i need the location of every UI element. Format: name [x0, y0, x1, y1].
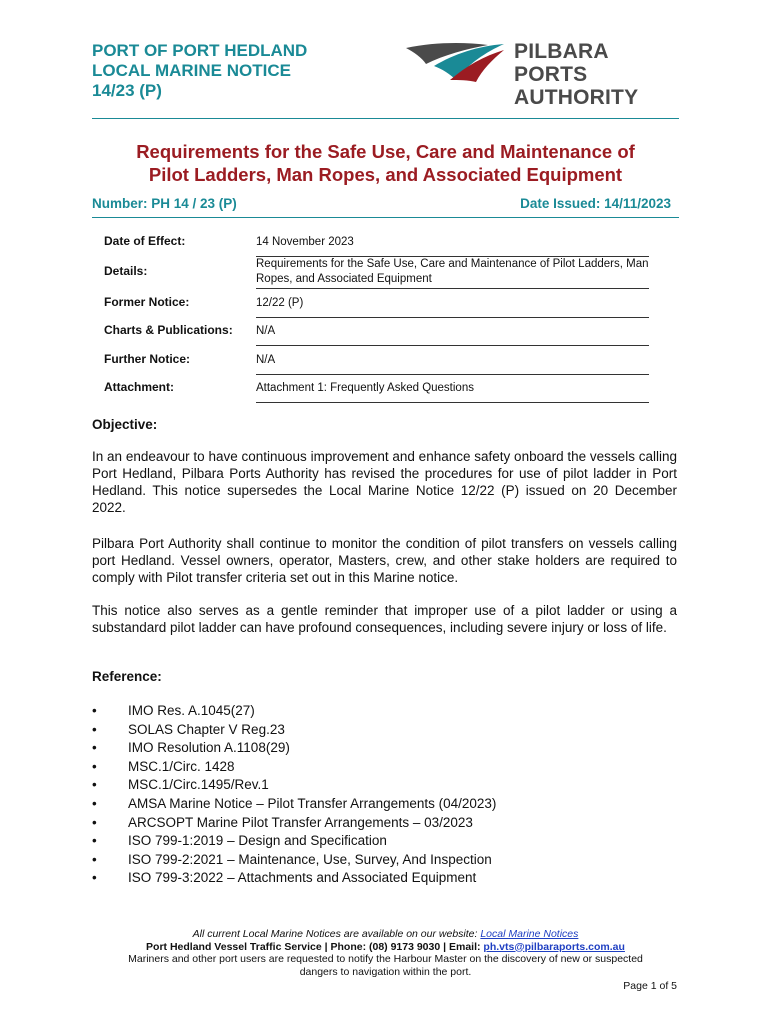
- notice-title-line: 14/23 (P): [92, 81, 162, 100]
- objective-paragraph: This notice also serves as a gentle reminder that improper use of a pilot ladder or using a substandard pilot ladder can have profound consequences, including severe injury or loss of life.: [92, 603, 677, 635]
- page-footer: [92, 928, 679, 978]
- list-item: [92, 721, 677, 740]
- meta-label: Further Notice:: [104, 352, 191, 366]
- list-item: [92, 795, 677, 814]
- list-item-text: MSC.1/Circ. 1428: [128, 758, 235, 774]
- footer-notice-line: dangers to navigation within the port.: [299, 965, 472, 978]
- list-item-text: SOLAS Chapter V Reg.23: [128, 721, 285, 737]
- reference-heading: Reference:: [92, 669, 162, 684]
- meta-label: Date of Effect:: [104, 234, 186, 248]
- date-issued: Date Issued: 14/11/2023: [520, 196, 671, 211]
- bullet: •: [92, 758, 97, 774]
- meta-divider: [256, 402, 649, 403]
- meta-divider: [256, 374, 649, 375]
- document-heading: [92, 140, 679, 186]
- logo-swoosh-icon: [404, 40, 508, 84]
- objective-heading: Objective:: [92, 417, 158, 432]
- meta-divider: [256, 317, 649, 318]
- heading-line: Requirements for the Safe Use, Care and Maintenance of: [136, 141, 635, 162]
- notice-number: Number: PH 14 / 23 (P): [92, 196, 237, 211]
- meta-label: Former Notice:: [104, 295, 190, 309]
- heading-line: Pilot Ladders, Man Ropes, and Associated Equipment: [148, 164, 623, 185]
- bullet: •: [92, 703, 97, 718]
- list-item: [92, 702, 677, 721]
- footer-contact-text: Port Hedland Vessel Traffic Service | Phone: (08) 9173 9030 | Email:: [146, 940, 481, 953]
- list-item-text: ISO 799-2:2021 – Maintenance, Use, Survey, And Inspection: [128, 851, 492, 867]
- list-item: [92, 851, 677, 870]
- list-item: [92, 814, 677, 833]
- bullet: •: [92, 870, 97, 886]
- footer-website-text: All current Local Marine Notices are available on our website:: [192, 928, 478, 940]
- list-item: [92, 832, 677, 851]
- number-divider: [92, 217, 679, 218]
- reference-list: [92, 702, 677, 888]
- list-item: [92, 869, 677, 888]
- list-item-text: ARCSOPT Marine Pilot Transfer Arrangements – 03/2023: [128, 814, 473, 830]
- list-item-text: AMSA Marine Notice – Pilot Transfer Arrangements (04/2023): [128, 795, 497, 811]
- header-divider: [92, 118, 679, 119]
- meta-value: Requirements for the Safe Use, Care and Maintenance of Pilot Ladders, Man Ropes, and Associated Equipment: [256, 258, 649, 285]
- meta-divider: [256, 288, 649, 289]
- pilbara-ports-logo: [404, 40, 684, 109]
- meta-divider: [256, 345, 649, 346]
- notice-title-line: LOCAL MARINE NOTICE: [92, 61, 291, 80]
- logo-line: AUTHORITY: [514, 86, 639, 109]
- meta-value: 12/22 (P): [256, 297, 304, 309]
- bullet: •: [92, 740, 97, 756]
- list-item: [92, 758, 677, 777]
- notice-title: [92, 41, 307, 101]
- meta-label: Attachment:: [104, 380, 175, 394]
- meta-label: Details:: [104, 264, 148, 278]
- meta-value: N/A: [256, 325, 276, 337]
- page-number: Page 1 of 5: [623, 980, 677, 992]
- bullet: •: [92, 814, 97, 830]
- bullet: •: [92, 721, 97, 737]
- meta-value: 14 November 2023: [256, 236, 354, 248]
- footer-contact-line: [92, 941, 679, 954]
- logo-line: PILBARA PORTS: [514, 40, 608, 86]
- list-item: [92, 776, 677, 795]
- list-item-text: MSC.1/Circ.1495/Rev.1: [128, 777, 269, 793]
- bullet: •: [92, 833, 97, 849]
- local-marine-notices-link[interactable]: Local Marine Notices: [480, 928, 579, 940]
- bullet: •: [92, 851, 97, 867]
- notice-title-line: PORT OF PORT HEDLAND: [92, 41, 308, 60]
- list-item-text: ISO 799-3:2022 – Attachments and Associated Equipment: [128, 870, 477, 886]
- meta-value: Attachment 1: Frequently Asked Questions: [256, 382, 474, 394]
- bullet: •: [92, 795, 97, 811]
- footer-notice-line: Mariners and other port users are requested to notify the Harbour Master on the discovery of new or suspected: [128, 953, 643, 966]
- bullet: •: [92, 777, 97, 793]
- meta-value: N/A: [256, 354, 276, 366]
- logo-wordmark: [514, 40, 684, 109]
- footer-website-line: [92, 928, 679, 941]
- meta-label: Charts & Publications:: [104, 323, 233, 337]
- objective-paragraph: In an endeavour to have continuous improvement and enhance safety onboard the vessels calling Port Hedland, Pilbara Ports Authority has revised the procedures for use of pilot ladder in Port Hedland. This notice supersedes the Local Marine Notice 12/22 (P) issued on 20 December 2022.: [92, 449, 677, 515]
- objective-paragraph: Pilbara Port Authority shall continue to monitor the condition of pilot transfers on vessels calling port Hedland. Vessel owners, operator, Masters, crew, and other stake holders are required to comply with Pilot transfer criteria set out in this Marine notice.: [92, 536, 677, 585]
- list-item-text: ISO 799-1:2019 – Design and Specification: [128, 833, 387, 849]
- list-item-text: IMO Resolution A.1108(29): [128, 740, 290, 756]
- vts-email-link[interactable]: ph.vts@pilbaraports.com.au: [483, 940, 625, 953]
- list-item: [92, 739, 677, 758]
- list-item-text: IMO Res. A.1045(27): [128, 703, 255, 718]
